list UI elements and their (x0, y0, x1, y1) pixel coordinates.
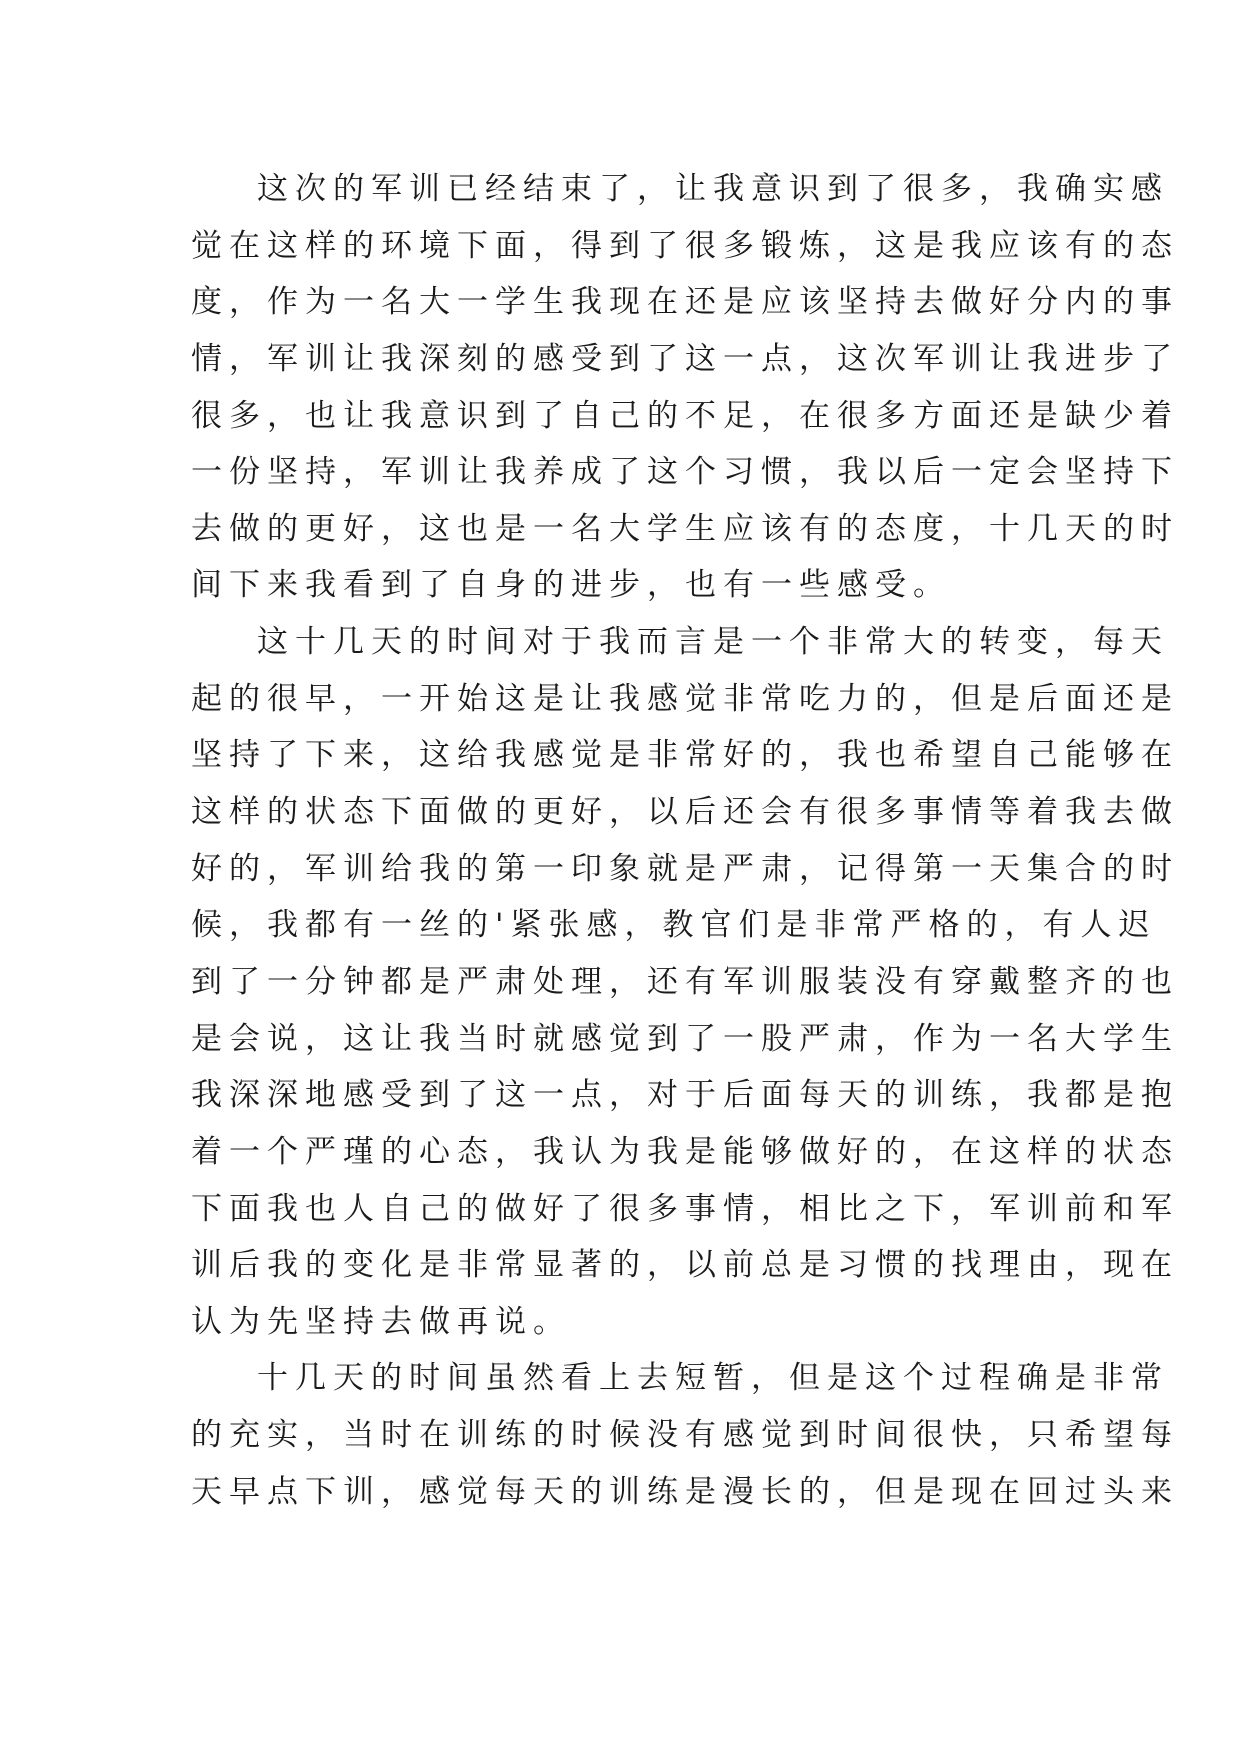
text-line: 去做的更好，这也是一名大学生应该有的态度，十几天的时 (191, 510, 1179, 547)
paragraph (191, 161, 1179, 614)
text-line: 好的，军训给我的第一印象就是严肃，记得第一天集合的时 (191, 850, 1179, 887)
text-line: 觉在这样的环境下面，得到了很多锻炼，这是我应该有的态 (191, 227, 1179, 264)
text-line: 度，作为一名大一学生我现在还是应该坚持去做好分内的事 (191, 284, 1179, 321)
text-line: 我深深地感受到了这一点，对于后面每天的训练，我都是抱 (191, 1077, 1179, 1114)
text-line: 很多，也让我意识到了自己的不足，在很多方面还是缺少着 (191, 397, 1179, 434)
text-line: 一份坚持，军训让我养成了这个习惯，我以后一定会坚持下 (191, 454, 1179, 491)
text-line: 下面我也人自己的做好了很多事情，相比之下，军训前和军 (191, 1190, 1179, 1227)
text-line: 认为先坚持去做再说。 (191, 1303, 571, 1340)
text-line: 坚持了下来，这给我感觉是非常好的，我也希望自己能够在 (191, 737, 1179, 774)
text-line: 这次的军训已经结束了，让我意识到了很多，我确实感 (257, 171, 1169, 207)
text-line: 十几天的时间虽然看上去短暂，但是这个过程确是非常 (257, 1360, 1169, 1397)
document-body (191, 161, 1179, 1520)
text-line: 情，军训让我深刻的感受到了这一点，这次军训让我进步了 (191, 340, 1179, 377)
text-line: 着一个严瑾的心态，我认为我是能够做好的，在这样的状态 (191, 1133, 1179, 1170)
text-line: 训后我的变化是非常显著的，以前总是习惯的找理由，现在 (191, 1247, 1179, 1284)
paragraph (191, 614, 1179, 1350)
text-line: 的充实，当时在训练的时候没有感觉到时间很快，只希望每 (191, 1417, 1179, 1454)
text-line: 候，我都有一丝的'紧张感，教官们是非常严格的，有人迟 (191, 907, 1157, 944)
text-line: 间下来我看到了自身的进步，也有一些感受。 (191, 567, 951, 604)
text-line: 起的很早，一开始这是让我感觉非常吃力的，但是后面还是 (191, 680, 1179, 717)
paragraph (191, 1350, 1179, 1520)
text-line: 到了一分钟都是严肃处理，还有军训服装没有穿戴整齐的也 (191, 963, 1179, 1000)
text-line: 这样的状态下面做的更好，以后还会有很多事情等着我去做 (191, 794, 1179, 831)
text-line: 天早点下训，感觉每天的训练是漫长的，但是现在回过头来 (191, 1473, 1179, 1510)
text-line: 这十几天的时间对于我而言是一个非常大的转变，每天 (257, 624, 1169, 661)
text-line: 是会说，这让我当时就感觉到了一股严肃，作为一名大学生 (191, 1020, 1179, 1057)
